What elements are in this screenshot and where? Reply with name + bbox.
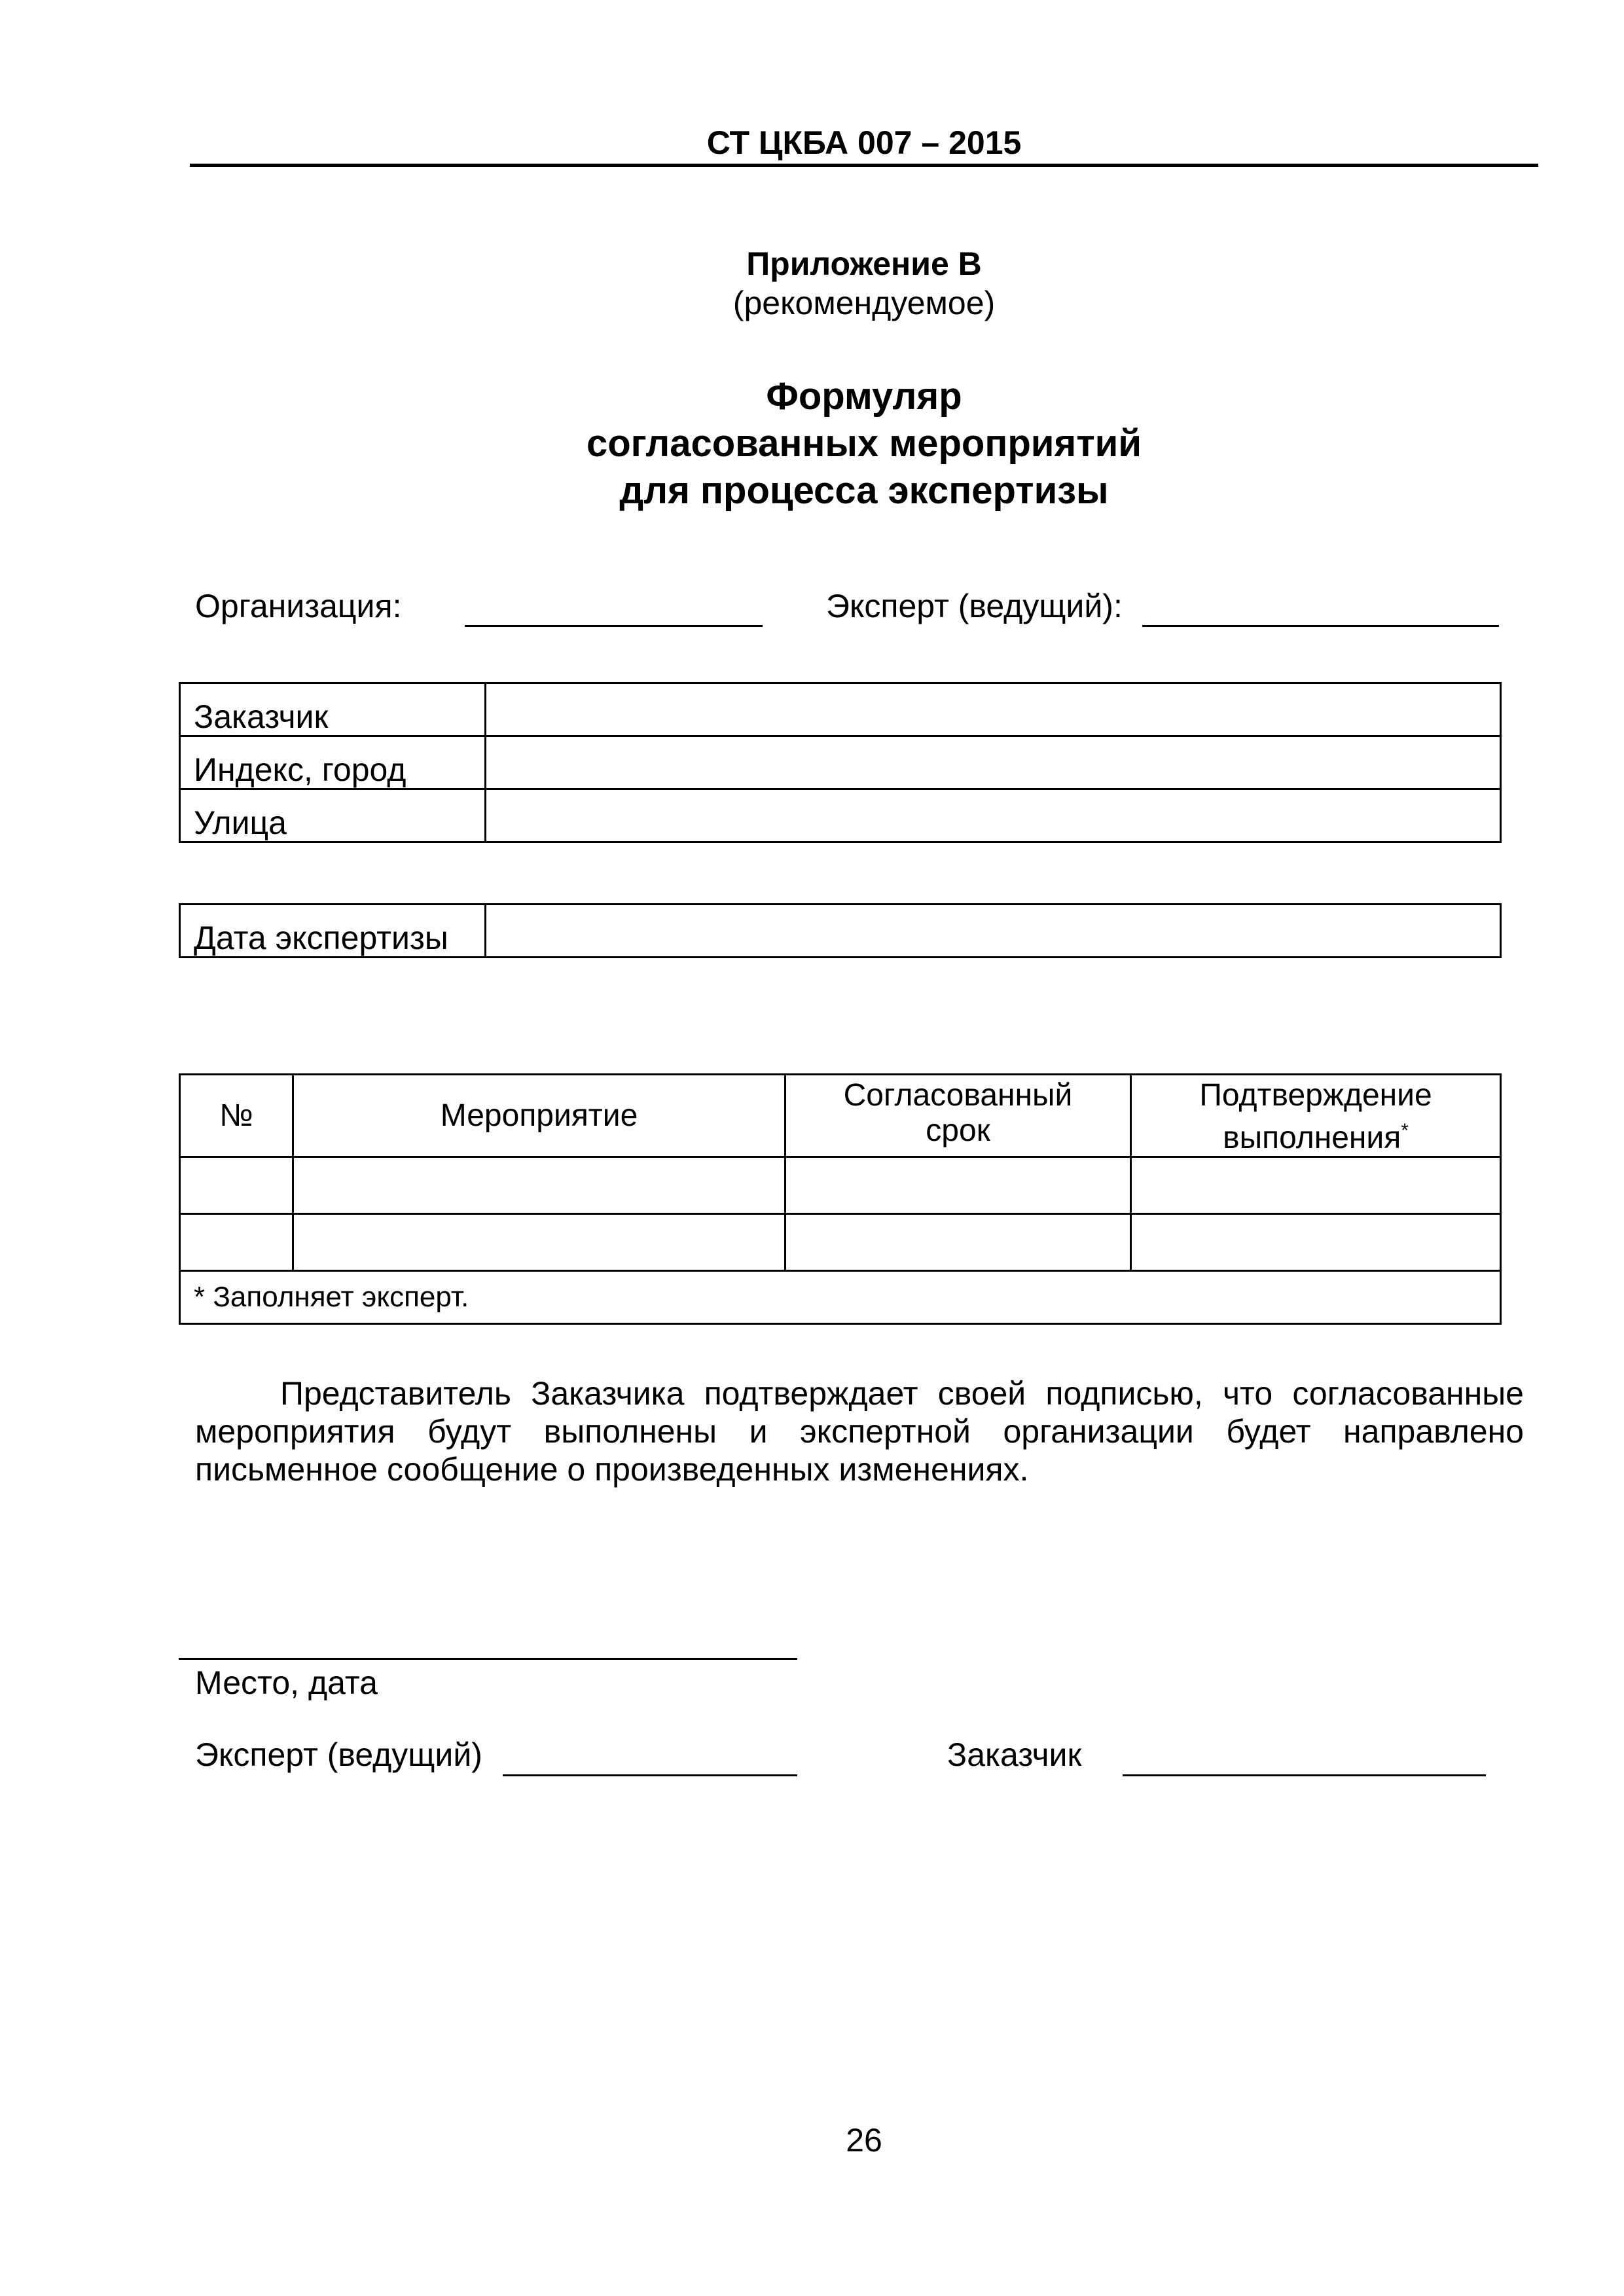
appendix-subtitle: (рекомендуемое) [732, 285, 996, 321]
customer-signature-label: Заказчик [947, 1736, 1082, 1773]
form-title-line-3: для процесса экспертизы [619, 469, 1109, 512]
table-header-row [180, 1075, 1501, 1157]
statement-paragraph [195, 1374, 1524, 1488]
document-standard-id: СТ ЦКБА 007 – 2015 [706, 124, 1022, 161]
postcode-city-value-cell[interactable] [486, 736, 1501, 789]
completion-confirmation-line-1: Подтверждение [1199, 1078, 1432, 1113]
table-footnote-row [180, 1271, 1501, 1324]
completion-confirmation-line-2-text: выполнения [1223, 1121, 1401, 1155]
place-date-field[interactable] [179, 1658, 797, 1660]
customer-label: Заказчик [180, 683, 486, 736]
footnote-marker: * [1401, 1120, 1409, 1141]
completion-confirmation-line-2 [1132, 1113, 1500, 1156]
measure-number-cell[interactable] [180, 1214, 293, 1271]
table-row [180, 905, 1501, 958]
column-header-number: № [180, 1075, 293, 1157]
page-number: 26 [846, 2122, 882, 2159]
customer-value-cell[interactable] [486, 683, 1501, 736]
table-row [180, 789, 1501, 842]
expertise-date-table [179, 903, 1502, 958]
table-row [180, 683, 1501, 736]
expert-signature-label: Эксперт (ведущий) [195, 1736, 482, 1773]
customer-signature-field[interactable] [1123, 1774, 1486, 1776]
measure-deadline-cell[interactable] [785, 1214, 1131, 1271]
form-title [458, 373, 1270, 514]
expertise-date-label: Дата экспертизы [180, 905, 486, 958]
measures-table [179, 1073, 1502, 1325]
place-date-label: Место, дата [195, 1664, 378, 1701]
street-value-cell[interactable] [486, 789, 1501, 842]
agreed-deadline-line-2: срок [926, 1113, 990, 1148]
postcode-city-label: Индекс, город [180, 736, 486, 789]
table-row [180, 736, 1501, 789]
statement-text: Представитель Заказчика подтверждает своей подписью, что согласованные мероприятия будут выполнены и экспертной организации будет направлено письменное сообщение о произведенных изменениях. [195, 1375, 1524, 1488]
column-header-measure: Мероприятие [293, 1075, 785, 1157]
column-header-agreed-deadline [785, 1075, 1131, 1157]
measure-deadline-cell[interactable] [785, 1157, 1131, 1214]
column-header-completion-confirmation [1131, 1075, 1501, 1157]
measure-description-cell[interactable] [293, 1157, 785, 1214]
expertise-date-value-cell[interactable] [486, 905, 1501, 958]
header-divider [190, 164, 1538, 167]
form-title-line-2: согласованных мероприятий [586, 422, 1142, 465]
customer-info-table [179, 682, 1502, 843]
measure-confirmation-cell[interactable] [1131, 1214, 1501, 1271]
form-title-line-1: Формуляр [766, 375, 962, 418]
table-footnote: * Заполняет эксперт. [180, 1271, 1501, 1324]
appendix-title: Приложение В [746, 245, 982, 282]
organization-label: Организация: [195, 588, 402, 624]
table-row [180, 1214, 1501, 1271]
measure-confirmation-cell[interactable] [1131, 1157, 1501, 1214]
measure-description-cell[interactable] [293, 1214, 785, 1271]
lead-expert-field[interactable] [1142, 625, 1499, 627]
lead-expert-label: Эксперт (ведущий): [826, 588, 1123, 624]
organization-field[interactable] [465, 625, 763, 627]
table-row [180, 1157, 1501, 1214]
agreed-deadline-line-1: Согласованный [843, 1078, 1073, 1113]
expert-signature-field[interactable] [503, 1774, 797, 1776]
street-label: Улица [180, 789, 486, 842]
measure-number-cell[interactable] [180, 1157, 293, 1214]
